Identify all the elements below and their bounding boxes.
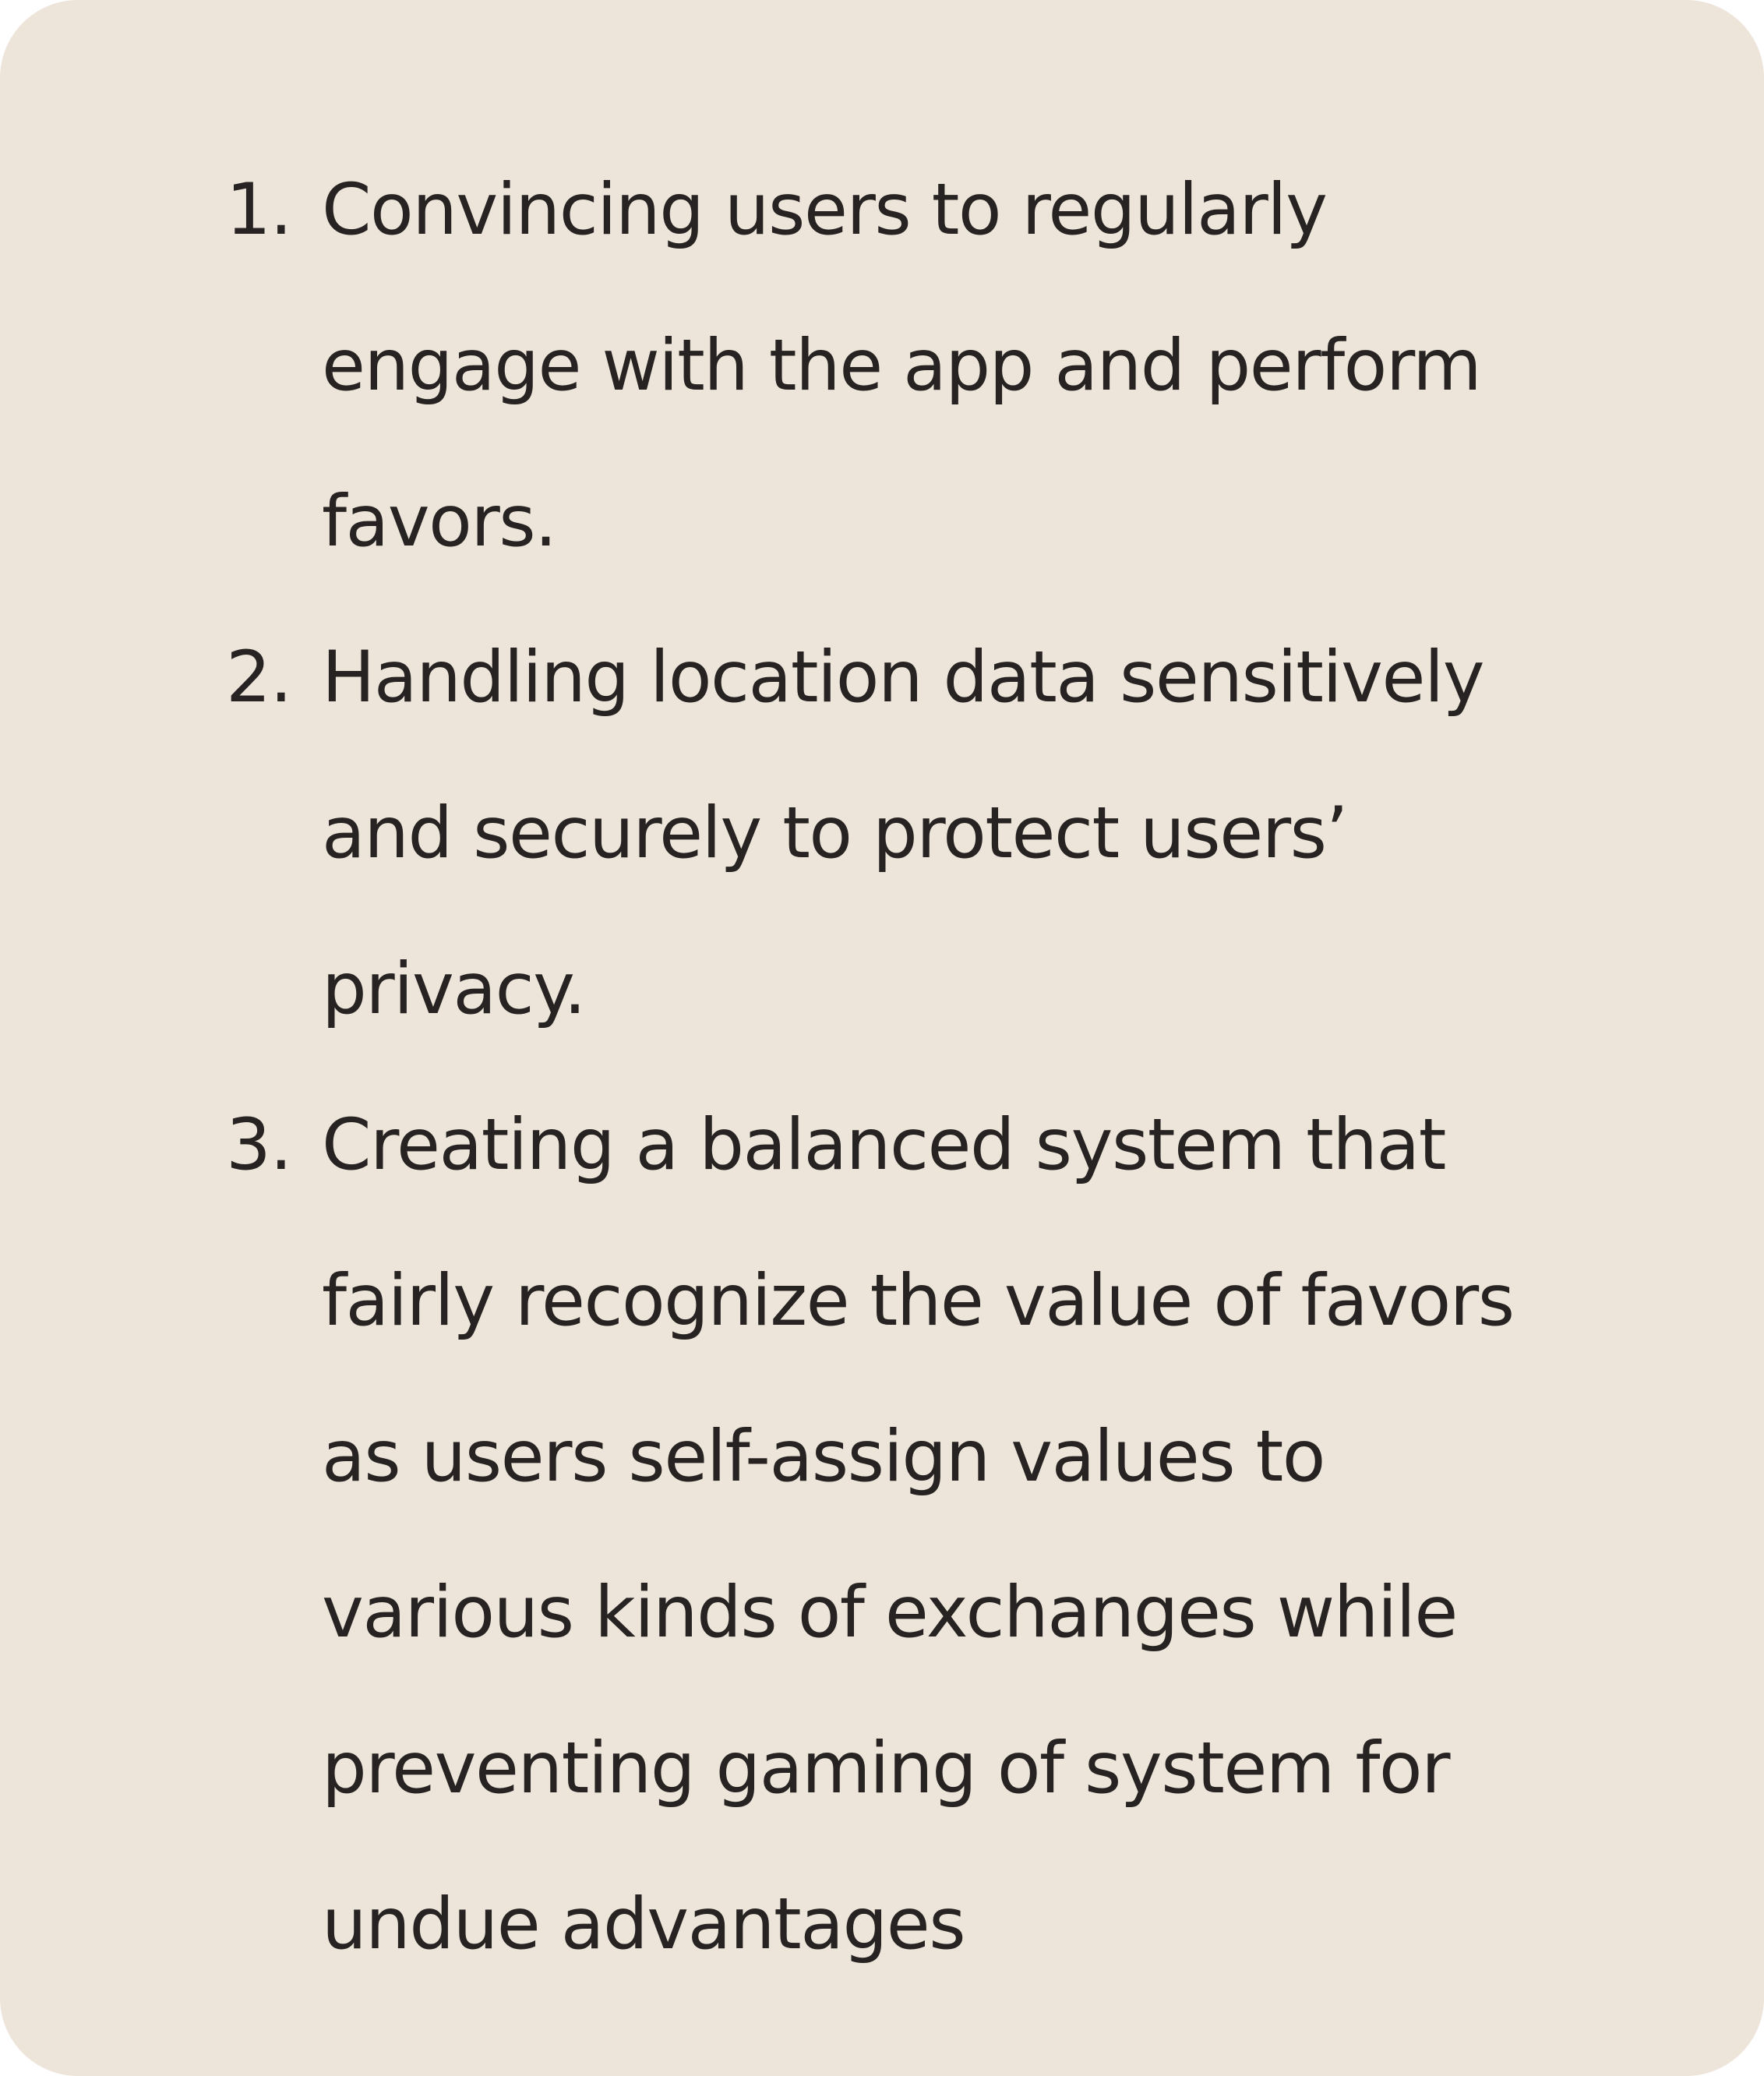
text-line: Creating a balanced system that bbox=[322, 1104, 1445, 1186]
text-line: and securely to protect users’ bbox=[322, 793, 1347, 874]
text-line: Handling location data sensitively bbox=[322, 637, 1484, 718]
text-line: privacy. bbox=[322, 948, 585, 1030]
list-item-text bbox=[322, 132, 1584, 600]
text-line: engage with the app and perform bbox=[322, 325, 1481, 407]
list-item-text bbox=[322, 600, 1584, 1068]
text-line: undue advantages bbox=[322, 1884, 965, 1965]
text-line: as users self-assign values to bbox=[322, 1416, 1325, 1498]
list-item-number: 3. bbox=[226, 1104, 291, 1186]
text-line: preventing gaming of system for bbox=[322, 1728, 1450, 1809]
list-item bbox=[0, 600, 1764, 1068]
text-line: various kinds of exchanges while bbox=[322, 1572, 1457, 1654]
list-item bbox=[0, 1068, 1764, 2003]
list-item-number: 1. bbox=[226, 169, 291, 251]
text-line: fairly recognize the value of favors bbox=[322, 1260, 1514, 1342]
challenges-list bbox=[0, 132, 1764, 2003]
list-item bbox=[0, 132, 1764, 600]
text-line: favors. bbox=[322, 481, 556, 563]
text-line: Convincing users to regularly bbox=[322, 169, 1327, 251]
list-item-text bbox=[322, 1068, 1584, 2003]
list-item-number: 2. bbox=[226, 637, 291, 718]
